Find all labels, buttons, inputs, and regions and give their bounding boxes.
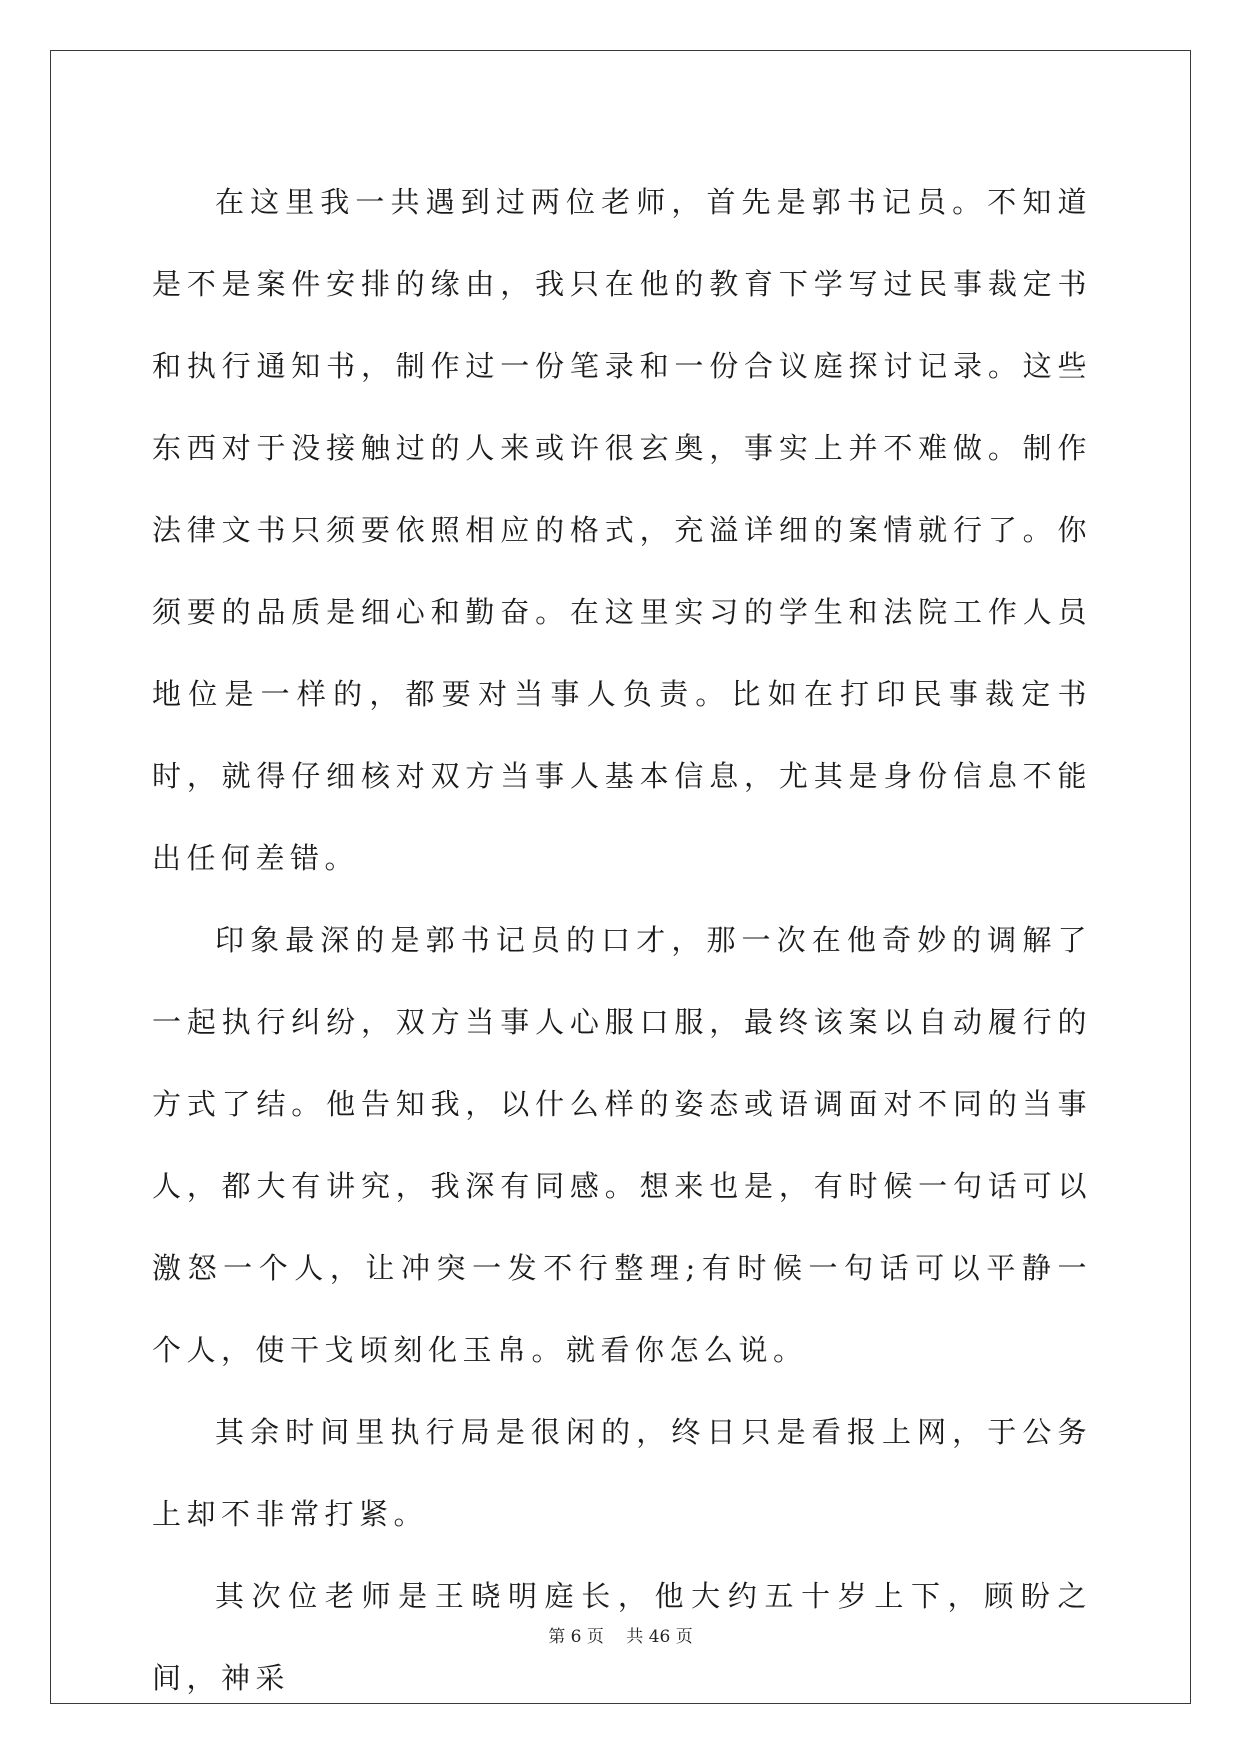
paragraph: 印象最深的是郭书记员的口才，那一次在他奇妙的调解了一起执行纠纷，双方当事人心服口服，最终该案以自动履行的方式了结。他告知我，以什么样的姿态或语调面对不同的当事人，都大有讲究，我深有同感。想来也是，有时候一句话可以激怒一个人，让冲突一发不行整理;有时候一句话可以平静一个人，使干戈顷刻化玉帛。就看你怎么说。 <box>152 923 1092 1367</box>
paragraph: 其次位老师是王晓明庭长，他大约五十岁上下，顾盼之间，神采 <box>152 1579 1092 1695</box>
paragraph: 在这里我一共遇到过两位老师，首先是郭书记员。不知道是不是案件安排的缘由，我只在他的教育下学写过民事裁定书和执行通知书，制作过一份笔录和一份合议庭探讨记录。这些东西对于没接触过的人来或许很玄奥，事实上并不难做。制作法律文书只须要依照相应的格式，充溢详细的案情就行了。你须要的品质是细心和勤奋。在这里实习的学生和法院工作人员地位是一样的，都要对当事人负责。比如在打印民事裁定书时，就得仔细核对双方当事人基本信息，尤其是身份信息不能出任何差错。 <box>152 185 1092 875</box>
paragraph: 其余时间里执行局是很闲的，终日只是看报上网，于公务上却不非常打紧。 <box>152 1415 1092 1531</box>
document-body <box>152 161 1092 1719</box>
page-number-footer: 第 6 页 共 46 页 <box>548 1627 693 1647</box>
